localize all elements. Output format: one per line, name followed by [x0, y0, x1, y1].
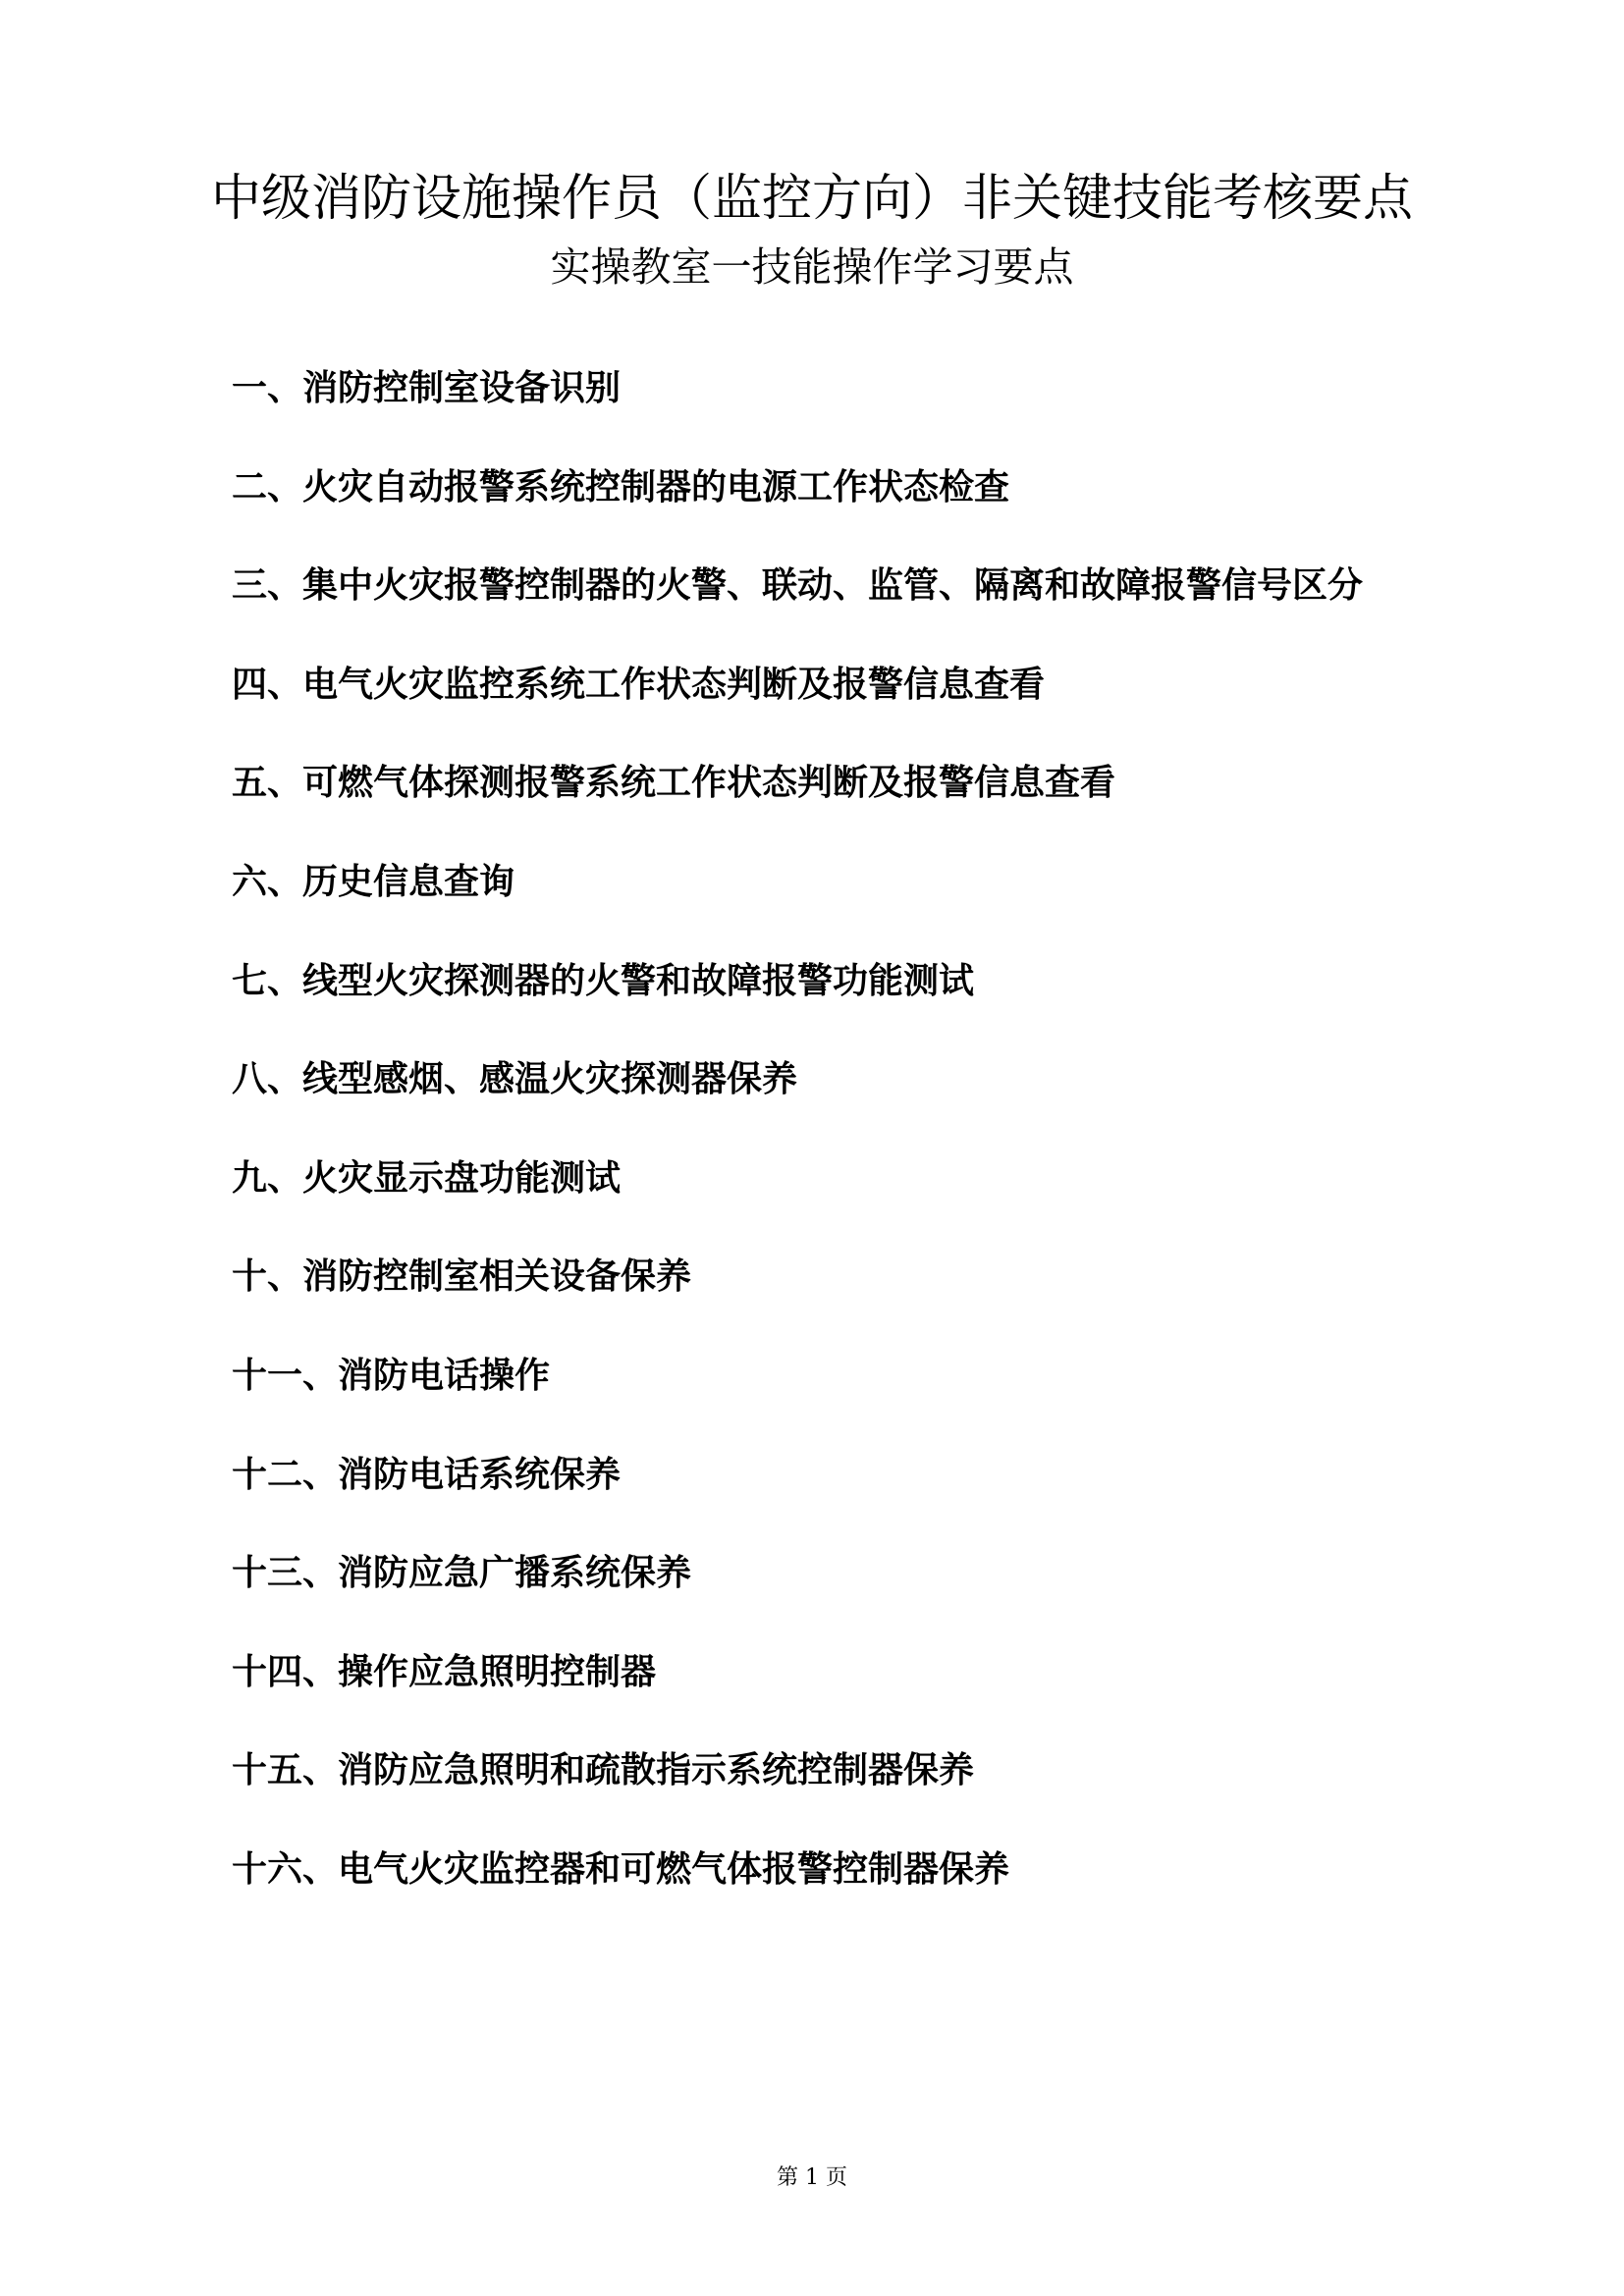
list-item: 二、火灾自动报警系统控制器的电源工作状态检查 — [232, 466, 1010, 507]
document-title: 中级消防设施操作员（监控方向）非关键技能考核要点 — [210, 170, 1413, 228]
document-subtitle: 实操教室一技能操作学习要点 — [550, 243, 1074, 291]
list-item: 七、线型火灾探测器的火警和故障报警功能测试 — [232, 960, 975, 1001]
list-item: 四、电气火灾监控系统工作状态判断及报警信息查看 — [232, 664, 1046, 705]
list-item: 十四、操作应急照明控制器 — [232, 1651, 657, 1692]
skill-points-list — [232, 365, 1363, 1946]
list-item: 一、消防控制室设备识别 — [232, 368, 622, 408]
list-item: 十一、消防电话操作 — [232, 1355, 551, 1396]
list-item: 十三、消防应急广播系统保养 — [232, 1553, 692, 1594]
list-item: 三、集中火灾报警控制器的火警、联动、监管、隔离和故障报警信号区分 — [232, 565, 1364, 607]
list-item: 十二、消防电话系统保养 — [232, 1454, 622, 1495]
page-number: 第 1 页 — [777, 2165, 847, 2190]
list-item: 八、线型感烟、感温火灾探测器保养 — [232, 1059, 798, 1100]
list-item: 六、历史信息查询 — [232, 861, 515, 902]
list-item: 九、火灾显示盘功能测试 — [232, 1157, 622, 1199]
list-item: 十五、消防应急照明和疏散指示系统控制器保养 — [232, 1750, 975, 1791]
list-item: 十、消防控制室相关设备保养 — [232, 1256, 692, 1298]
list-item: 十六、电气火灾监控器和可燃气体报警控制器保养 — [232, 1848, 1010, 1890]
list-item: 五、可燃气体探测报警系统工作状态判断及报警信息查看 — [232, 763, 1116, 804]
